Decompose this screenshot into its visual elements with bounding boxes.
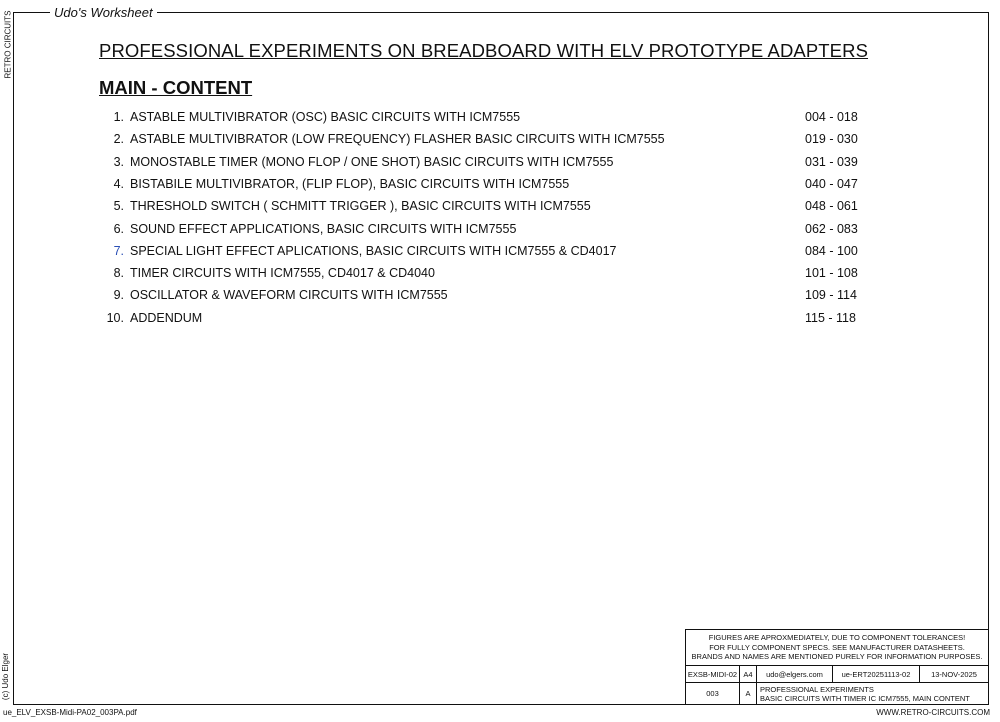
section-heading: MAIN - CONTENT	[99, 77, 253, 98]
toc-page-range: 040 - 047	[805, 176, 858, 191]
side-label-top: RETRO CIRCUITS	[3, 10, 13, 79]
toc-number: 6.	[113, 221, 124, 236]
description-line: BASIC CIRCUITS WITH TIMER IC ICM7555, MAIN CONTENT	[760, 693, 970, 703]
toc-page-range: 084 - 100	[805, 243, 858, 258]
toc-title: SPECIAL LIGHT EFFECT APLICATIONS, BASIC CIRCUITS WITH ICM7555 & CD4017	[130, 243, 617, 258]
toc-page-range: 062 - 083	[805, 221, 858, 236]
toc-row[interactable]	[0, 199, 1000, 221]
doc-id: EXSB-MIDI-02	[686, 666, 740, 682]
toc-page-range: 048 - 061	[805, 199, 858, 214]
title-block	[685, 629, 989, 705]
toc-row[interactable]	[0, 288, 1000, 310]
footer-url[interactable]: WWW.RETRO-CIRCUITS.COM	[876, 708, 990, 717]
toc-row[interactable]	[0, 222, 1000, 244]
title-block-row-meta	[686, 666, 988, 683]
disclaimer-line: BRANDS AND NAMES ARE MENTIONED PURELY FOR INFORMATION PURPOSES.	[691, 652, 983, 661]
toc-page-range: 109 - 114	[805, 288, 857, 303]
page-heading: PROFESSIONAL EXPERIMENTS ON BREADBOARD WITH ELV PROTOTYPE ADAPTERS	[99, 40, 869, 61]
page-number: 003	[686, 683, 740, 704]
toc-row[interactable]	[0, 110, 1000, 132]
date: 13-NOV-2025	[931, 669, 977, 679]
toc-number: 2.	[113, 132, 124, 147]
worksheet-title: Udo's Worksheet	[50, 5, 157, 20]
toc-page-range: 019 - 030	[805, 132, 858, 147]
description	[757, 683, 988, 704]
toc-title: THRESHOLD SWITCH ( SCHMITT TRIGGER ), BASIC CIRCUITS WITH ICM7555	[130, 199, 591, 214]
toc-number: 9.	[113, 288, 124, 303]
toc-title: MONOSTABLE TIMER (MONO FLOP / ONE SHOT) BASIC CIRCUITS WITH ICM7555	[130, 154, 614, 169]
toc-title: ASTABLE MULTIVIBRATOR (LOW FREQUENCY) FLASHER BASIC CIRCUITS WITH ICM7555	[130, 132, 665, 147]
disclaimer-note	[686, 630, 988, 666]
toc-number: 3.	[113, 154, 124, 169]
toc-number: 7.	[113, 243, 124, 258]
toc-number: 1.	[113, 110, 124, 124]
disclaimer-line: FOR FULLY COMPONENT SPECS. SEE MANUFACTURER DATASHEETS.	[709, 642, 965, 652]
toc-title: ADDENDUM	[130, 310, 203, 325]
toc-number: 5.	[113, 199, 124, 214]
reference-number: ue-ERT20251113-02	[833, 666, 920, 682]
revision: A	[740, 683, 757, 704]
toc-title: ASTABLE MULTIVIBRATOR (OSC) BASIC CIRCUITS WITH ICM7555	[130, 110, 521, 124]
toc-row[interactable]	[0, 155, 1000, 177]
toc-number: 4.	[113, 176, 124, 191]
disclaimer-line: FIGURES ARE APROXMEDIATELY, DUE TO COMPONENT TOLERANCES!	[708, 633, 966, 642]
paper-size: A4	[740, 666, 757, 682]
toc-page-range: 004 - 018	[805, 110, 858, 124]
toc-page-range: 115 - 118	[805, 310, 856, 325]
toc-row[interactable]	[0, 177, 1000, 199]
toc-title: TIMER CIRCUITS WITH ICM7555, CD4017 & CD4040	[130, 266, 435, 281]
toc-number: 10.	[106, 310, 124, 325]
toc-title: SOUND EFFECT APPLICATIONS, BASIC CIRCUITS WITH ICM7555	[130, 221, 517, 236]
toc-title: BISTABILE MULTIVIBRATOR, (FLIP FLOP), BASIC CIRCUITS WITH ICM7555	[130, 176, 570, 191]
title-block-row-desc	[686, 683, 988, 704]
toc-page-range: 031 - 039	[805, 154, 858, 169]
toc-row[interactable]	[0, 244, 1000, 266]
side-label-bottom: (c) Udo Elger	[1, 652, 11, 701]
toc-row[interactable]	[0, 311, 1000, 333]
toc-row[interactable]	[0, 132, 1000, 154]
toc-page-range: 101 - 108	[805, 266, 858, 281]
toc-row[interactable]	[0, 266, 1000, 288]
toc-title: OSCILLATOR & WAVEFORM CIRCUITS WITH ICM7555	[130, 288, 448, 303]
email-link[interactable]: udo@elgers.com	[757, 666, 833, 682]
toc-number: 8.	[113, 266, 124, 281]
description-line: PROFESSIONAL EXPERIMENTS	[760, 684, 874, 694]
footer-filename: ue_ELV_EXSB-Midi-PA02_003PA.pdf	[3, 708, 137, 717]
